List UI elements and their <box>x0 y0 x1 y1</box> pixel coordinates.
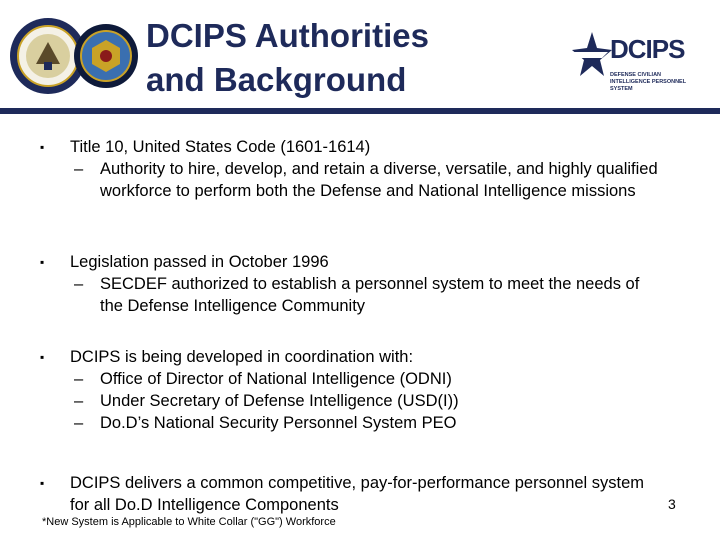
square-bullet-icon: ▪ <box>40 350 45 364</box>
square-bullet-icon: ▪ <box>40 255 45 269</box>
dash-icon: – <box>74 414 84 432</box>
page-title <box>146 14 429 102</box>
bullet-text: DCIPS is being developed in coordination with: <box>70 348 414 366</box>
title-line-2: and Background <box>146 61 407 98</box>
sub-bullet-text: Do.D’s National Security Personnel System PEO <box>100 414 457 432</box>
sub-bullet-text: Office of Director of National Intelligence (ODNI) <box>100 370 452 388</box>
list-item <box>40 472 660 516</box>
sub-bullet-text: Authority to hire, develop, and retain a diverse, versatile, and highly qualified workforce to perform both the Defense and National Intelligence missions <box>100 160 658 200</box>
dcips-logo <box>572 24 704 102</box>
header-divider <box>0 108 720 114</box>
title-line-1: DCIPS Authorities <box>146 17 429 54</box>
sub-list-item <box>40 390 459 412</box>
bullet-text: Title 10, United States Code (1601-1614) <box>70 138 371 156</box>
sub-list-item <box>40 368 459 390</box>
dash-icon: – <box>74 275 84 293</box>
list-item <box>40 346 459 368</box>
sub-list-item <box>40 273 660 317</box>
dash-icon: – <box>74 160 84 178</box>
list-item <box>40 251 660 273</box>
department-seals <box>8 14 140 98</box>
list-item <box>40 136 660 158</box>
star-icon <box>572 30 612 78</box>
intelligence-seal-icon <box>74 24 138 88</box>
logo-subtitle: DEFENSE CIVILIAN INTELLIGENCE PERSONNEL SYSTEM <box>610 72 686 92</box>
square-bullet-icon: ▪ <box>40 140 45 154</box>
footnote: *New System is Applicable to White Collar ("GG") Workforce <box>42 516 336 528</box>
logo-wordmark: DCIPS <box>610 34 685 64</box>
dash-icon: – <box>74 370 84 388</box>
bullet-text: DCIPS delivers a common competitive, pay-for-performance personnel system for all Do.D Intelligence Components <box>70 474 645 514</box>
dash-icon: – <box>74 392 84 410</box>
seal-icons <box>8 14 140 98</box>
bullet-4 <box>40 472 660 516</box>
sub-bullet-text: Under Secretary of Defense Intelligence (USD(I)) <box>100 392 459 410</box>
bullet-text: Legislation passed in October 1996 <box>70 253 329 271</box>
page-number: 3 <box>668 496 676 512</box>
bullet-3 <box>40 346 459 434</box>
bullet-2 <box>40 251 660 317</box>
sub-bullet-text: SECDEF authorized to establish a personnel system to meet the needs of the Defense Intelligence Community <box>100 275 640 315</box>
bullet-1 <box>40 136 660 202</box>
sub-list-item <box>40 158 660 202</box>
square-bullet-icon: ▪ <box>40 476 45 490</box>
sub-list-item <box>40 412 459 434</box>
